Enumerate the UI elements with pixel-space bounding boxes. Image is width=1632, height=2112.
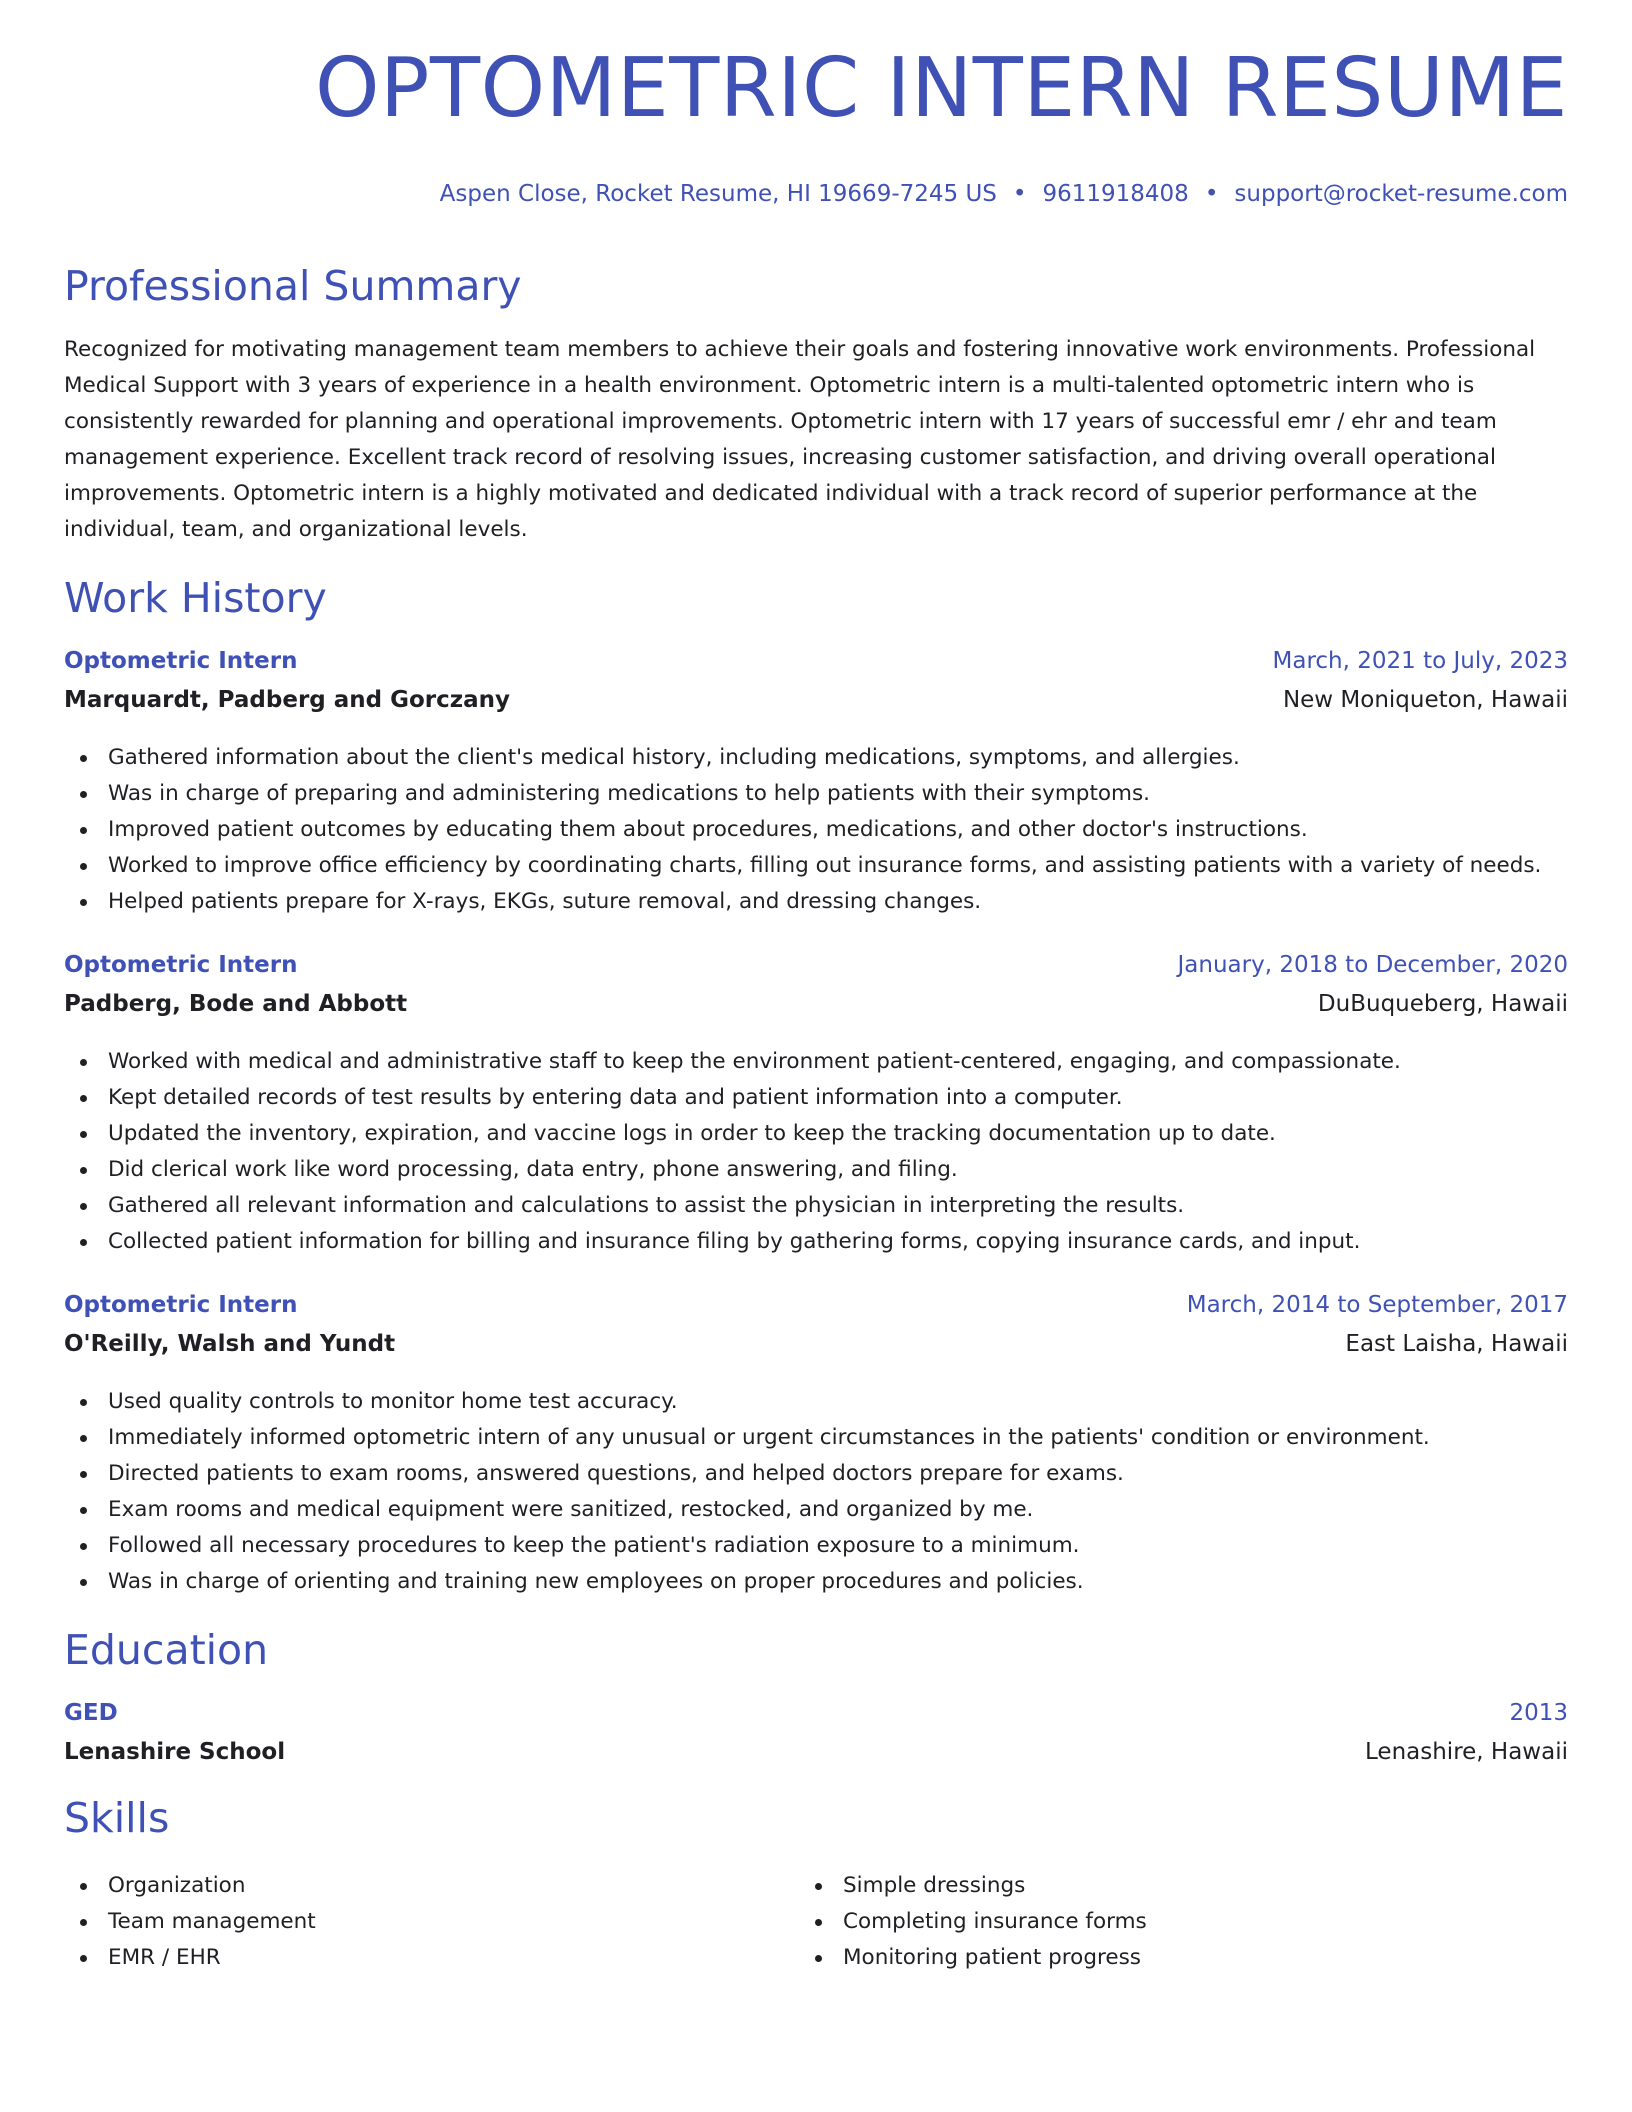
resume-title: OPTOMETRIC INTERN RESUME [315, 41, 1568, 136]
job-company-row [64, 991, 1568, 1030]
contact-line [440, 181, 1568, 207]
job-title: Optometric Intern [64, 952, 298, 978]
job-bullets [64, 740, 1568, 920]
job-bullet: Directed patients to exam rooms, answered questions, and helped doctors prepare for exams. [64, 1456, 1568, 1492]
skill-item: Completing insurance forms [799, 1904, 1147, 1940]
job-bullet: Collected patient information for billing and insurance filing by gathering forms, copying insurance cards, and input. [64, 1224, 1568, 1260]
summary-heading: Professional Summary [64, 262, 522, 310]
job-company: Padberg, Bode and Abbott [64, 991, 408, 1017]
education-school: Lenashire School [64, 1739, 286, 1765]
job-bullet: Was in charge of orienting and training new employees on proper procedures and policies. [64, 1564, 1568, 1600]
job-company: O'Reilly, Walsh and Yundt [64, 1331, 396, 1357]
skills-heading: Skills [64, 1794, 170, 1842]
job-header-row [64, 1292, 1568, 1331]
job-header-row [64, 952, 1568, 991]
job-company: Marquardt, Padberg and Gorczany [64, 687, 511, 713]
job-company-row [64, 1331, 1568, 1370]
job-dates: March, 2021 to July, 2023 [1272, 648, 1568, 674]
skills-column-left [64, 1868, 316, 1976]
education-location: Lenashire, Hawaii [1365, 1739, 1568, 1765]
education-school-row [64, 1739, 1568, 1778]
job-header-row [64, 648, 1568, 687]
job-title: Optometric Intern [64, 648, 298, 674]
job-dates: January, 2018 to December, 2020 [1177, 952, 1568, 978]
skill-item: Monitoring patient progress [799, 1940, 1147, 1976]
job-bullet: Improved patient outcomes by educating them about procedures, medications, and other doctor's instructions. [64, 812, 1568, 848]
job-location: DuBuqueberg, Hawaii [1317, 991, 1568, 1017]
job-bullet: Gathered all relevant information and calculations to assist the physician in interpreting the results. [64, 1188, 1568, 1224]
job-bullet: Did clerical work like word processing, data entry, phone answering, and filing. [64, 1152, 1568, 1188]
education-header-row [64, 1700, 1568, 1739]
job-location: East Laisha, Hawaii [1345, 1331, 1568, 1357]
job-bullet: Updated the inventory, expiration, and vaccine logs in order to keep the tracking documentation up to date. [64, 1116, 1568, 1152]
job-bullet: Immediately informed optometric intern of any unusual or urgent circumstances in the patients' condition or environment. [64, 1420, 1568, 1456]
contact-separator: • [1012, 181, 1027, 207]
job-company-row [64, 687, 1568, 726]
skill-item: Team management [64, 1904, 316, 1940]
job-bullets [64, 1384, 1568, 1600]
contact-email: support@rocket-resume.com [1234, 181, 1568, 207]
contact-phone: 9611918408 [1042, 181, 1189, 207]
job-title: Optometric Intern [64, 1292, 298, 1318]
job-location: New Moniqueton, Hawaii [1282, 687, 1568, 713]
job-bullet: Exam rooms and medical equipment were sanitized, restocked, and organized by me. [64, 1492, 1568, 1528]
job-bullet: Followed all necessary procedures to keep the patient's radiation exposure to a minimum. [64, 1528, 1568, 1564]
job-bullet: Worked to improve office efficiency by coordinating charts, filling out insurance forms, and assisting patients with a variety of needs. [64, 848, 1568, 884]
contact-address: Aspen Close, Rocket Resume, HI 19669-7245 US [439, 181, 997, 207]
education-entry [64, 1700, 1568, 1778]
job-bullet: Kept detailed records of test results by entering data and patient information into a computer. [64, 1080, 1568, 1116]
job-entry [64, 1292, 1568, 1600]
work-history-heading: Work History [64, 574, 327, 622]
job-entry [64, 648, 1568, 920]
education-year: 2013 [1509, 1700, 1568, 1726]
contact-separator: • [1204, 181, 1219, 207]
education-degree: GED [64, 1700, 118, 1726]
education-heading: Education [64, 1626, 269, 1674]
job-dates: March, 2014 to September, 2017 [1186, 1292, 1568, 1318]
skill-item: EMR / EHR [64, 1940, 316, 1976]
skills-column-right [799, 1868, 1147, 1976]
job-bullets [64, 1044, 1568, 1260]
skill-item: Simple dressings [799, 1868, 1147, 1904]
summary-text: Recognized for motivating management team members to achieve their goals and fostering innovative work environments. Professional Medical Support with 3 years of experience in a health environment. Optometric intern is a multi-talented optometric intern who is consistently rewarded for planning and operational improvements. Optometric intern with 17 years of successful emr / ehr and team management experience. Excellent track record of resolving issues, increasing customer satisfaction, and driving overall operational improvements. Optometric intern is a highly motivated and dedicated individual with a track record of superior performance at the individual, team, and organizational levels. [64, 337, 1536, 542]
job-bullet: Used quality controls to monitor home test accuracy. [64, 1384, 1568, 1420]
job-bullet: Gathered information about the client's medical history, including medications, symptoms, and allergies. [64, 740, 1568, 776]
job-bullet: Was in charge of preparing and administering medications to help patients with their symptoms. [64, 776, 1568, 812]
job-bullet: Worked with medical and administrative staff to keep the environment patient-centered, engaging, and compassionate. [64, 1044, 1568, 1080]
job-entry [64, 952, 1568, 1260]
job-bullet: Helped patients prepare for X-rays, EKGs, suture removal, and dressing changes. [64, 884, 1568, 920]
skill-item: Organization [64, 1868, 316, 1904]
